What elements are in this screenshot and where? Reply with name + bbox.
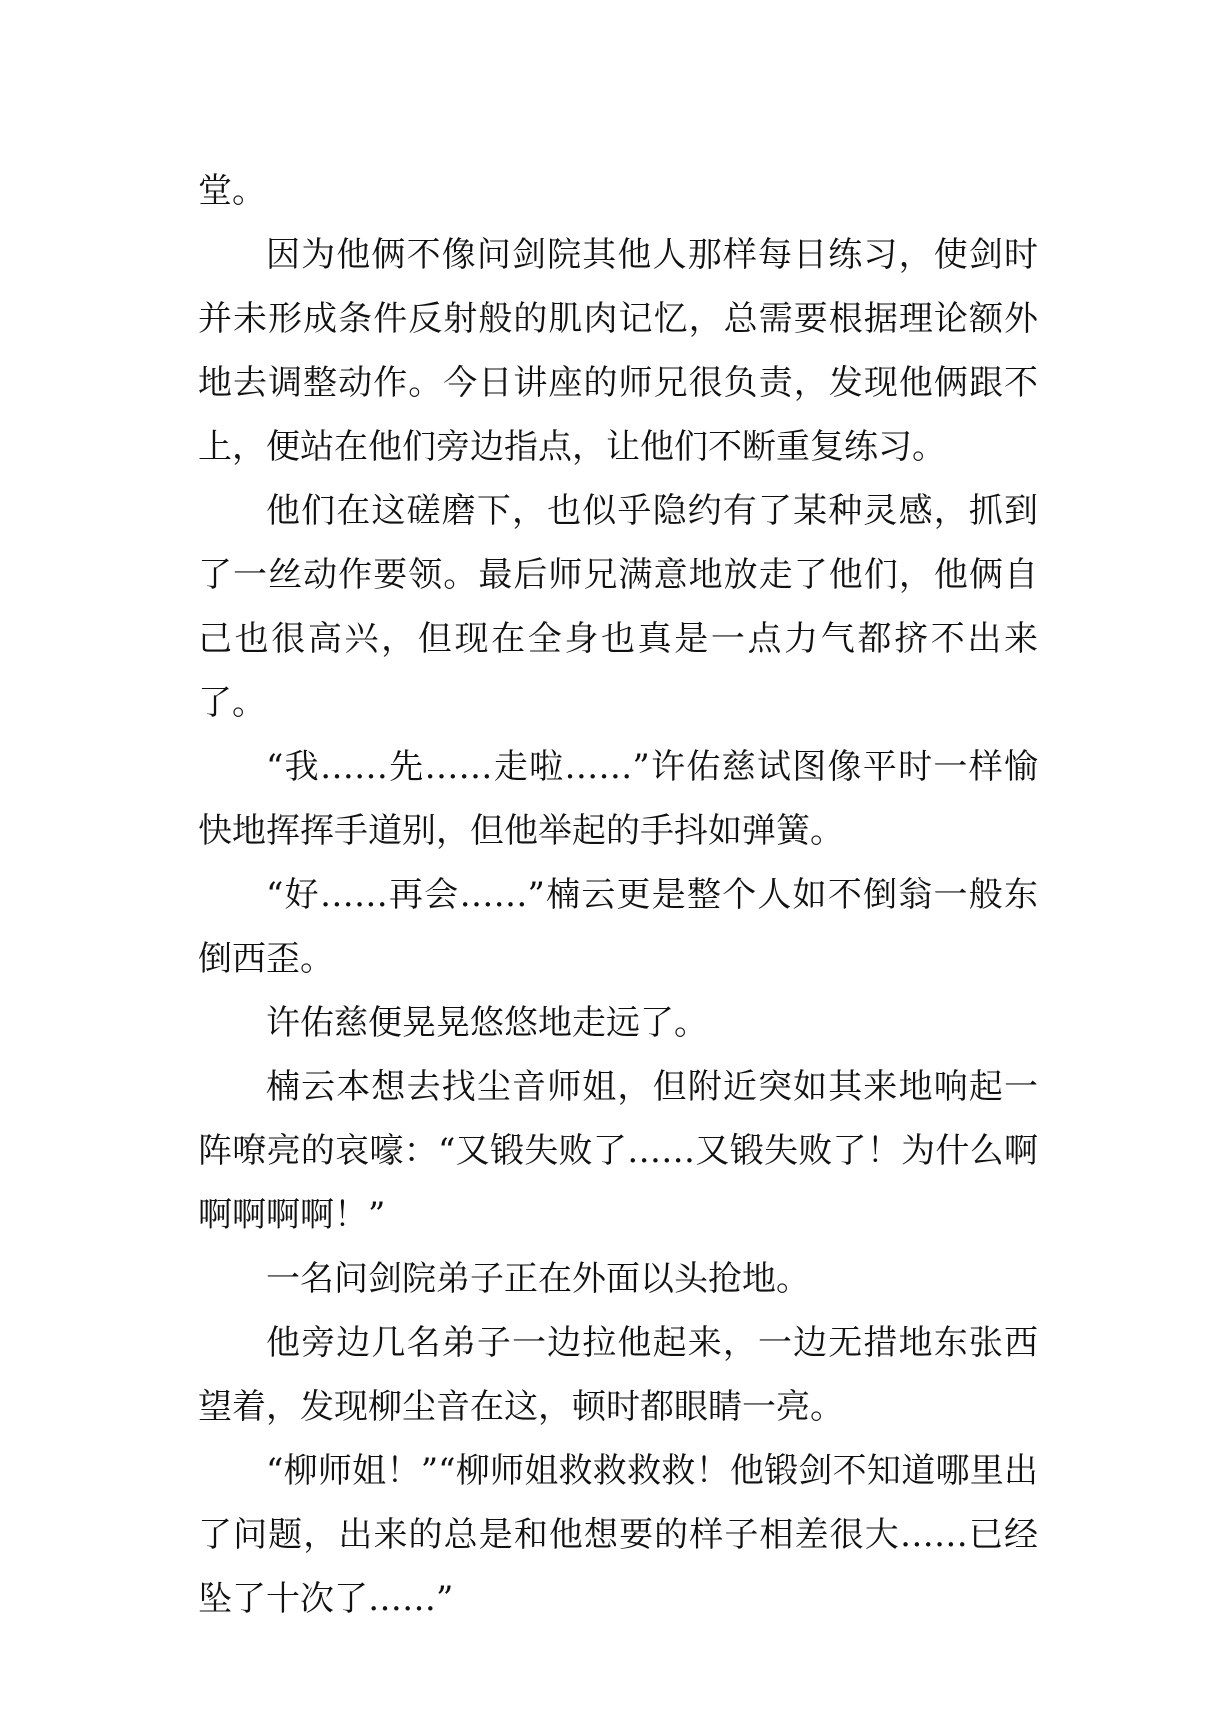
paragraph-1: 堂。 (198, 171, 266, 211)
paragraph-2: 因为他俩不像问剑院其他人那样每日练习，使剑时并未形成条件反射般的肌肉记忆，总需要根据理论额外地去调整动作。今日讲座的师兄很负责，发现他俩跟不上，便站在他们旁边指点，让他们不断重复练习。 (198, 235, 1038, 467)
paragraph-9: 他旁边几名弟子一边拉他起来，一边无措地东张西望着，发现柳尘音在这，顿时都眼睛一亮。 (198, 1323, 1038, 1427)
paragraph-6: 许佑慈便晃晃悠悠地走远了。 (266, 1003, 708, 1043)
paragraph-7: 楠云本想去找尘音师姐，但附近突如其来地响起一阵嘹亮的哀嚎：“又锻失败了……又锻失败了！为什么啊啊啊啊啊！” (198, 1067, 1038, 1235)
paragraph-5: “好……再会……”楠云更是整个人如不倒翁一般东倒西歪。 (198, 875, 1038, 979)
paragraph-8: 一名问剑院弟子正在外面以头抢地。 (266, 1259, 810, 1299)
paragraph-4: “我……先……走啦……”许佑慈试图像平时一样愉快地挥挥手道别，但他举起的手抖如弹簧。 (198, 747, 1038, 851)
paragraph-3: 他们在这磋磨下，也似乎隐约有了某种灵感，抓到了一丝动作要领。最后师兄满意地放走了他们，他俩自己也很高兴，但现在全身也真是一点力气都挤不出来了。 (198, 491, 1038, 723)
paragraph-10: “柳师姐！”“柳师姐救救救救！他锻剑不知道哪里出了问题，出来的总是和他想要的样子相差很大……已经坠了十次了……” (198, 1451, 1038, 1619)
body-text (198, 159, 1038, 1631)
